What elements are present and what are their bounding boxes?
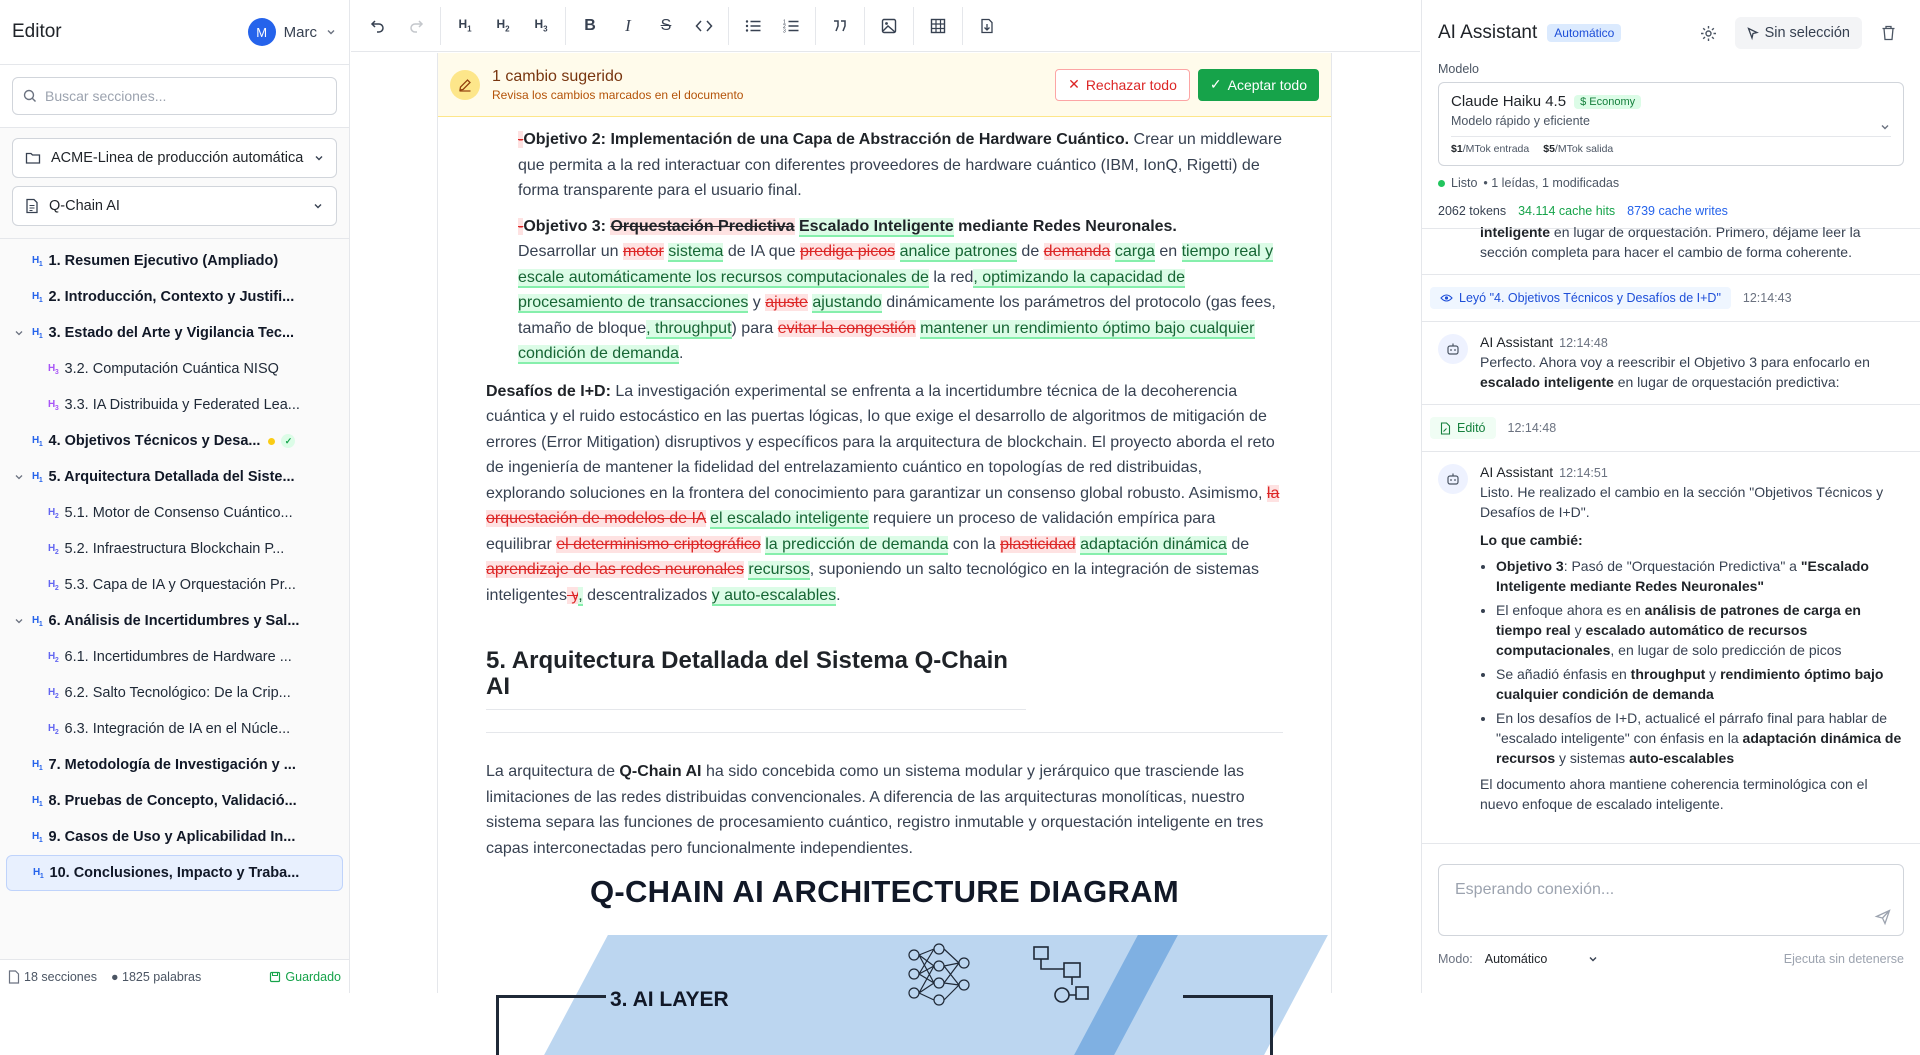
price-output-value: $5 [1543,143,1555,155]
accept-all-button[interactable] [1198,69,1319,101]
toc-item-label: 5.2. Infraestructura Blockchain P... [64,541,285,557]
project-select[interactable] [12,138,337,178]
chat-message [1422,334,1920,392]
list-item [1496,556,1904,596]
suggestion-bar [438,53,1331,117]
toc-item[interactable] [6,495,343,531]
toc-item[interactable] [6,387,343,423]
text-run: . [679,345,684,362]
mode-label: Modo: [1438,952,1473,966]
tool-event-edit [1422,417,1920,439]
architecture-diagram-image [486,873,1283,1033]
ordered-list-icon[interactable] [772,10,810,42]
inserted-text: la predicción de demanda [765,535,949,553]
inserted-text: Escalado Inteligente [798,217,954,235]
suggestion-subtitle: Revisa los cambios marcados en el documento [492,87,744,102]
text-run: Perfecto. Ahora voy a reescribir el Objetivo 3 para enfocarlo en [1480,354,1870,370]
document-icon [25,198,39,214]
text-run: ha sido concebida como un sistema modular y jerárquico que trasciende las limitaciones de las redes distribuidas convencionales. A diferencia de las arquitecturas monolíticas, nuestro sistema separa las funciones de procesamiento cuántico, registro inmutable y orquestación inteligente en tres capas interconectadas pero funcionalmente independientes. [486,763,1264,857]
gear-icon [1700,25,1717,42]
toc-item[interactable] [6,819,343,855]
reject-all-button[interactable] [1055,69,1190,101]
toc-item[interactable] [6,351,343,387]
text-run: , suponiendo un salto tecnológico en la integración de sistemas inteligentes [486,561,1259,604]
text-run: El enfoque ahora es en [1496,602,1645,618]
list-item [1496,708,1904,768]
toc-item[interactable] [6,279,343,315]
italic-icon[interactable]: I [625,15,631,35]
heading-2-button[interactable] [484,10,522,42]
chevron-down-icon [325,26,337,38]
chevron-down-icon[interactable] [6,328,32,338]
toc-item-label: 5. Arquitectura Detallada del Siste... [48,469,295,485]
heading-level-icon: $H_2$ [48,578,59,592]
search-icon [23,89,37,103]
deleted-text: la orquestación de modelos de IA [486,484,1280,527]
toc-item[interactable] [6,531,343,567]
text-run: y [748,294,766,311]
divider [1422,451,1920,452]
heading-3-button[interactable] [522,10,560,42]
bold-text: auto-escalables [1629,750,1735,766]
cursor-icon [1747,27,1759,40]
bullet-list-icon[interactable] [734,10,772,42]
heading-level-icon: $H_2$ [48,506,59,520]
accept-label: Aceptar todo [1227,76,1307,93]
image-icon[interactable] [870,10,908,42]
message-text [1480,222,1904,262]
flowchart-icon [1032,945,1092,1005]
toolbar-divider [815,7,816,45]
chevron-down-icon [1879,121,1891,133]
search-box [12,77,337,115]
bold-text: adaptación dinámica de recursos [1496,730,1902,766]
heading-level-icon: $H_2$ [48,686,59,700]
suggestion-text [492,68,743,102]
deleted-text: plasticidad [1000,535,1076,553]
status-label: Listo [1451,176,1478,190]
document-content[interactable] [438,127,1331,1033]
search-section [0,65,349,128]
toc-item[interactable] [6,855,343,891]
mode-hint: Ejecuta sin detenerse [1783,952,1904,966]
text-run: dinámicamente los parámetros del protocolo (gas fees, tamaño de bloque [518,294,1276,337]
price-input-value: $1 [1451,143,1463,155]
toc-item[interactable] [6,603,343,639]
assistant-header [1422,0,1920,66]
text-run: y [1705,666,1721,682]
toc-item-label: 6.3. Integración de IA en el Núcle... [64,721,291,737]
composer-box [1438,864,1904,936]
toc-item-label: 4. Objetivos Técnicos y Desa... [48,433,261,449]
objective-3-title-prefix: Objetivo 3: [523,217,611,235]
bold-text: escalado automático de recursos computacionales [1496,622,1808,658]
inserted-text: carga [1114,243,1155,260]
heading-level-icon: $H_3$ [48,362,59,376]
toc-item[interactable] [6,711,343,747]
bold-text: "Escalado Inteligente mediante Redes Neuronales" [1496,558,1869,594]
objective-2-text: Crear un middleware que permita a la red interactuar con diferentes proveedores de hardware cuántico (IBM, IonQ, Rigetti) de forma transparente para el usuario final. [518,131,1283,199]
chat-message [1422,464,1920,814]
deleted-text: - [518,217,524,235]
deleted-text: evitar la congestión [777,319,916,337]
user-menu-button[interactable] [248,18,337,46]
deleted-text: el determinismo criptográfico [556,535,761,553]
message-composer [1422,843,1920,993]
text-run: Desarrollar un [518,243,623,260]
toc-item-label: 6. Análisis de Incertidumbres y Sal... [48,613,300,629]
heading-level-icon: $H_1$ [33,866,44,880]
chevron-down-icon[interactable] [6,616,32,626]
heading-level-icon: $H_1$ [32,614,43,628]
toc-item-label: 1. Resumen Ejecutivo (Ampliado) [48,253,279,269]
file-edit-icon [1440,422,1451,435]
edit-chip-label: Editó [1457,421,1486,435]
heading-level-icon: $H_2$ [48,722,59,736]
sidebar [0,0,350,993]
inserted-text: , throughput [646,319,732,337]
toc-item[interactable] [6,675,343,711]
mode-badge: Automático [1547,24,1621,42]
suggestion-title: 1 cambio sugerido [492,67,623,85]
toc-item[interactable] [6,639,343,675]
toc-item[interactable] [6,315,343,351]
message-text [1480,352,1904,392]
divider [1422,404,1920,405]
text-run: , en lugar de solo predicción de picos [1610,642,1842,658]
model-select[interactable] [1438,82,1904,166]
deleted-text: aprendizaje de las redes neuronales [486,561,744,578]
price-input [1451,143,1529,155]
selection-label: Sin selección [1764,25,1850,41]
inserted-text: adaptación dinámica [1080,535,1227,553]
inserted-text: tiempo real y escale automáticamente los recursos computacionales de [518,243,1274,286]
deleted-text: - [518,131,524,148]
heading-level-icon: $H_1$ [32,470,43,484]
chat-message [1422,222,1920,262]
edit-chip[interactable] [1430,417,1496,439]
read-chip-label: Leyó "4. Objetivos Técnicos y Desafíos de I+D" [1459,291,1721,305]
toc-item-label: 3.2. Computación Cuántica NISQ [64,361,279,377]
text-run: de [1016,243,1044,260]
objective-3-paragraph [486,214,1283,367]
chevron-down-icon[interactable] [6,472,32,482]
inserted-text: , optimizando la capacidad de procesamiento de transacciones [518,268,1186,311]
search-input[interactable] [45,88,326,104]
timestamp: 12:14:48 [1559,336,1608,350]
bold-text: Objetivo 3 [1496,558,1564,574]
cache-writes: 8739 cache writes [1627,204,1728,218]
deleted-text: Orquestación Predictiva [610,217,795,235]
deleted-text: ajuste [765,294,808,311]
text-run: requiere un proceso de validación empírica para equilibrar [486,510,1216,553]
toc-item-label: 5.3. Capa de IA y Orquestación Pr... [64,577,296,593]
model-name-row [1451,93,1891,110]
toc-item-label: 9. Casos de Uso y Aplicabilidad In... [48,829,296,845]
toc-item[interactable] [6,747,343,783]
sender-name: AI Assistant [1480,464,1554,480]
heading-level-icon: $H_2$ [48,542,59,556]
bot-icon [1438,464,1468,494]
toc-item[interactable] [6,459,343,495]
tool-event-read [1422,287,1920,309]
toolbar-divider [913,7,914,45]
toc-item-label: 10. Conclusiones, Impacto y Traba... [49,865,300,881]
model-description: Modelo rápido y eficiente [1451,114,1590,128]
challenges-paragraph [486,379,1283,609]
save-icon [269,971,281,983]
toc-item-label: 6.2. Salto Tecnológico: De la Crip... [64,685,291,701]
bold-text: throughput [1630,666,1706,682]
status-row [1422,166,1920,190]
undo-icon[interactable] [359,10,397,42]
svg-text:2: 2 [783,23,786,30]
toolbar-divider [728,7,729,45]
neural-network-icon [906,941,972,1007]
suggestion-actions [1055,69,1319,101]
deleted-text: demanda [1043,243,1111,260]
section-count: 18 secciones [24,969,97,984]
objective-2-title: Objetivo 2: Implementación de una Capa de Abstracción de Hardware Cuántico. [523,131,1130,148]
sidebar-header [0,0,349,65]
toc-item-label: 6.1. Incertidumbres de Hardware ... [64,649,292,665]
objective-2-paragraph [486,127,1283,204]
text-run: la red [928,268,974,286]
document-select[interactable] [12,186,337,226]
inserted-text: ajustando [812,294,882,311]
economy-badge: $ Economy [1574,95,1641,109]
toolbar-divider [440,7,441,45]
quote-icon[interactable] [821,10,859,42]
word-count: ● 1825 palabras [110,969,202,984]
section-heading: 5. Arquitectura Detallada del Sistema Q-Chain AI [486,648,1026,710]
text-run: de IA que [723,243,800,260]
deleted-text: motor [622,243,664,260]
text-run: y [1570,622,1586,638]
text-run: con la [948,535,1001,553]
diagram-title: Q-CHAIN AI ARCHITECTURE DIAGRAM [589,874,1180,909]
saved-label: Guardado [285,969,341,984]
document-name: Q-Chain AI [49,198,120,214]
folder-icon [25,151,41,165]
heading-level-icon: $H_1$ [32,434,43,448]
product-name: Q-Chain AI [619,763,702,780]
text-run: descentralizados [582,586,712,604]
toc-item-label: 7. Metodología de Investigación y ... [48,757,296,773]
timestamp: 12:14:51 [1559,466,1608,480]
heading-level-icon: $H_2$ [48,650,59,664]
inserted-text: mantener un rendimiento óptimo bajo cualquier condición de demanda [518,319,1255,362]
word-count-value: 1825 palabras [122,969,202,984]
document-page[interactable] [437,53,1332,1011]
message-input[interactable] [1439,865,1903,935]
h1-icon: $H_1$ [458,17,472,34]
toc-item-label: 8. Pruebas de Concepto, Validació... [48,793,297,809]
text-run: en [1154,243,1182,260]
message-body [1480,334,1904,392]
price-input-unit: /MTok entrada [1462,143,1530,155]
cache-hits: 34.114 cache hits [1518,204,1616,218]
saved-status [269,970,341,984]
text-run: La arquitectura de [486,763,620,780]
sender-name: AI Assistant [1480,334,1554,350]
formatting-toolbar [351,0,1420,52]
text-run: La investigación experimental se enfrenta a la incertidumbre técnica de la decoherencia cuántica y el ruido estocástico en las puertas lógicas, lo que exige el desarrollo de algoritmos de mitigación de errores (Error Mitigation) disruptivos y específicos para la arquitectura de blockchain. El proyecto aborda el reto de ingeniería de mantener la fidelidad del entrelazamiento cuántico en topologías de red distribuidas, explorando soluciones en la frontera del conocimiento para garantizar un consenso global robusto. Asimismo, [486,382,1275,502]
model-prices [1451,136,1891,155]
check-circle-icon: ✓ [281,434,295,448]
mode-select[interactable] [1485,952,1600,966]
chevron-down-icon [1587,953,1599,965]
toolbar-divider [864,7,865,45]
diagram-frame [1183,995,1273,1055]
model-tier: Economy [1589,95,1636,108]
model-name: Claude Haiku 4.5 [1451,93,1567,110]
table-of-contents [0,239,349,939]
ai-assistant-panel [1421,0,1920,993]
code-icon[interactable] [685,10,723,42]
objective-3-title-suffix: mediante Redes Neuronales. [953,217,1177,235]
message-text: Listo. He realizado el cambio en la sección "Objetivos Técnicos y Desafíos de I+D". [1480,484,1884,520]
text-run: . [836,586,841,604]
message-body [1480,464,1904,814]
chat-history[interactable] [1422,224,1920,843]
message-text: El documento ahora mantiene coherencia terminológica con el nuevo enfoque de escalado inteligente. [1480,776,1868,812]
divider [486,732,1283,733]
change-list [1480,556,1904,768]
timestamp: 12:14:48 [1507,421,1557,435]
app-title: Editor [12,21,62,42]
divider [1422,321,1920,322]
architecture-paragraph [486,759,1283,861]
table-icon[interactable] [919,10,957,42]
delete-chat-button[interactable] [1872,17,1904,49]
heading-level-icon: $H_1$ [32,254,43,268]
heading-level-icon: $H_1$ [32,794,43,808]
inserted-text: y auto-escalables [711,586,837,604]
h2-icon: $H_2$ [496,17,510,34]
text-run: Se añadió énfasis en [1496,666,1631,682]
list-item [1496,600,1904,660]
export-icon[interactable] [968,10,1006,42]
heading-level-icon: $H_1$ [32,830,43,844]
text-run: en lugar de orquestación predictiva: [1613,374,1840,390]
redo-icon[interactable] [397,10,435,42]
inserted-text: el escalado inteligente [710,510,869,527]
inserted-text: , [578,586,583,604]
challenges-label: Desafíos de I+D: [486,382,611,400]
token-count: 2062 tokens [1438,204,1507,218]
assistant-title: AI Assistant [1438,22,1538,43]
price-output [1543,143,1613,155]
status-dot [1438,180,1445,187]
deleted-text: y [566,586,579,604]
heading-level-icon: $H_3$ [48,398,59,412]
toc-item[interactable] [6,567,343,603]
bold-text: rendimiento óptimo bajo cualquier condición de demanda [1496,666,1884,702]
heading-level-icon: $H_1$ [32,290,43,304]
settings-button[interactable] [1693,17,1725,49]
text-run: de [1226,535,1250,553]
text-run: en lugar de orquestación. Primero, déjame leer la sección completa para hacer el cambio de forma coherente. [1480,224,1861,260]
bold-text: análisis de patrones de carga en tiempo real [1496,602,1861,638]
divider [1422,274,1920,275]
deleted-text: prediga picos [799,243,896,260]
sidebar-footer [0,959,349,993]
toolbar-divider [565,7,566,45]
user-name: Marc [283,23,317,41]
eye-icon [1440,293,1453,303]
toc-item-label: 3.3. IA Distribuida y Federated Lea... [64,397,300,413]
list-item [1496,664,1904,704]
diagram-layer-label: 3. AI LAYER [610,988,729,1011]
heading-level-icon: $H_1$ [32,326,43,340]
svg-text:3: 3 [783,28,786,34]
inserted-text: sistema [668,243,724,260]
read-chip[interactable] [1430,287,1731,309]
message-heading: Lo que cambié: [1480,532,1583,548]
close-icon: ✕ [1068,76,1080,92]
timestamp: 12:14:43 [1742,291,1792,305]
inserted-text: analice patrones [899,243,1017,260]
heading-1-button[interactable] [446,10,484,42]
bold-text: inteligente [1480,224,1551,240]
selection-button[interactable] [1735,17,1862,49]
toolbar-divider [962,7,963,45]
toc-item[interactable] [6,423,343,459]
pending-dot-icon [268,438,275,445]
status-detail: • 1 leídas, 1 modificadas [1483,176,1620,190]
bold-text: escalado inteligente [1480,374,1614,390]
send-icon[interactable] [1875,909,1891,925]
project-selectors [0,128,349,239]
project-name: ACME-Linea de producción automática [51,150,304,166]
toc-item-label: 5.1. Motor de Consenso Cuántico... [64,505,293,521]
text-run: : Pasó de "Orquestación Predictiva" a [1563,558,1801,574]
svg-text:1: 1 [783,19,786,25]
reject-label: Rechazar todo [1085,76,1177,93]
pencil-icon [450,70,480,100]
text-run: En los desafíos de I+D, actualicé el párrafo final para hablar de "escalado inteligente" con énfasis en la [1496,710,1888,746]
composer-footer [1422,936,1920,966]
diagram-frame [496,995,606,1055]
toc-item[interactable] [6,243,343,279]
trash-icon [1881,25,1896,41]
toc-item[interactable] [6,783,343,819]
check-icon: ✓ [1209,76,1222,92]
document-stats-icon [8,970,20,984]
inserted-text: recursos [748,561,810,578]
chevron-down-icon [312,200,324,212]
toc-item-label: 2. Introducción, Contexto y Justifi... [48,289,295,305]
text-run: ) para [731,319,778,337]
mode-value: Automático [1484,952,1548,966]
h3-icon: $H_3$ [534,17,548,34]
strike-icon[interactable]: S [660,16,672,34]
text-run: y sistemas [1555,750,1630,766]
model-label: Modelo [1438,62,1479,76]
avatar: M [248,18,276,46]
bot-icon [1438,334,1468,364]
price-output-unit: /MTok salida [1554,143,1614,155]
toc-item-label: 3. Estado del Arte y Vigilancia Tec... [48,325,295,341]
bold-icon[interactable]: B [584,16,596,34]
heading-level-icon: $H_1$ [32,758,43,772]
chevron-down-icon [313,152,325,164]
